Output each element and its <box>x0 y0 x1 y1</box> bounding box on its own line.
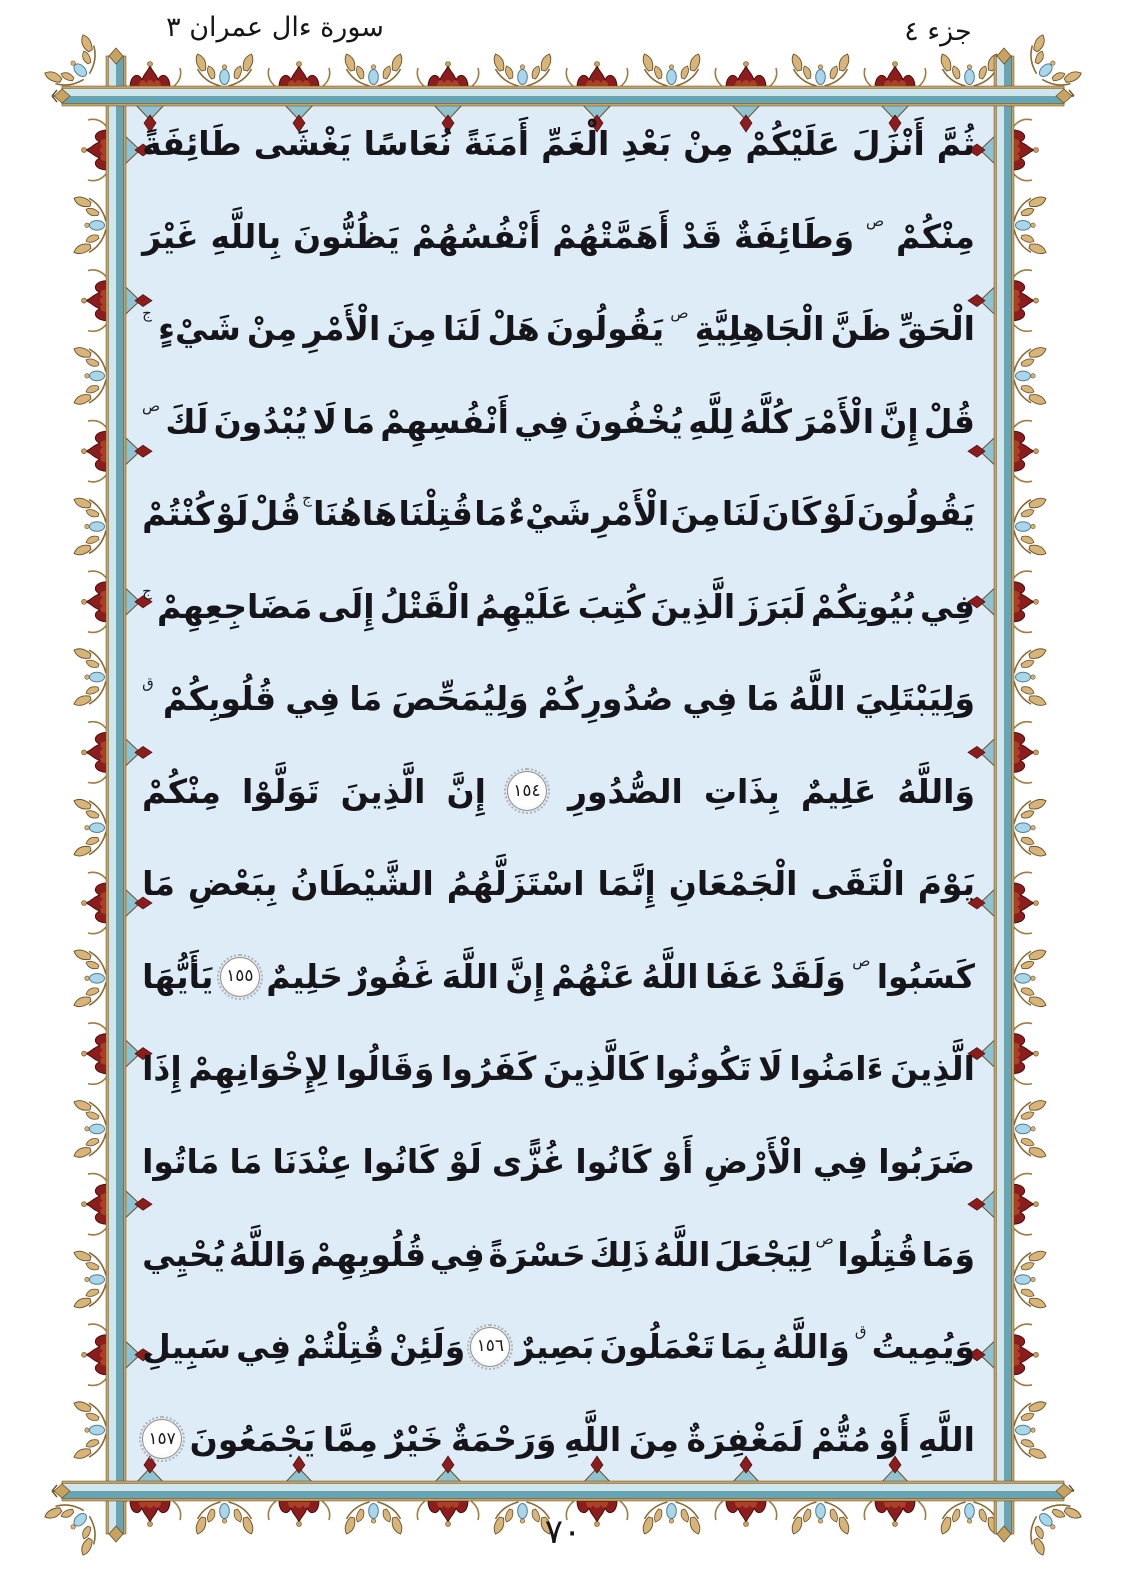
word: كَانُوا <box>575 1142 652 1182</box>
word: إِنَّ <box>505 956 545 996</box>
word: يَقُولُونَ <box>546 309 665 349</box>
word: الَّذِينَ <box>340 771 426 811</box>
word: لَوْ <box>215 494 249 534</box>
word: وَلِيُمَحِّصَ <box>391 679 529 719</box>
word: مِنْكُمْ <box>142 771 221 811</box>
word: إِلَى <box>317 586 375 626</box>
word: مِنَ <box>386 309 437 349</box>
verse-marker-154: ١٥٤ <box>507 771 547 811</box>
surah-title: سورة ءال عمران ٣ <box>166 12 384 43</box>
word: قُتِلْنَا <box>398 494 473 534</box>
word: مِنْ <box>683 124 734 163</box>
word: تَعْمَلُونَ <box>599 1327 715 1367</box>
word: هَاهُنَا <box>313 494 398 534</box>
word: كَانُوا <box>362 1142 439 1182</box>
word: كَفَرُوا <box>441 1049 537 1089</box>
word: إِنَّ <box>879 401 919 441</box>
word: ظَنَّ <box>830 309 892 349</box>
word: قُتِلُوا <box>837 1234 918 1274</box>
word: خَيْرٌ <box>385 1419 444 1459</box>
word: سَبِيلِ <box>142 1327 231 1367</box>
word: مُتُّمْ <box>811 1419 871 1459</box>
word: تَوَلَّوْا <box>242 771 320 811</box>
word: الَّذِينَ <box>650 586 736 626</box>
quran-line-4 <box>142 396 975 442</box>
word: لَا <box>312 401 338 441</box>
word: قُلْ <box>923 401 975 441</box>
word: طَائِفَةً <box>142 124 242 163</box>
quran-line-9 <box>142 863 975 904</box>
word: كَانَ <box>761 494 822 534</box>
word: فِي <box>514 401 570 441</box>
pause-mark: ق <box>142 674 154 693</box>
word: يَغْشَى <box>253 124 352 163</box>
word: لِلَّهِ <box>688 401 735 441</box>
word: شَيْءٌ <box>508 494 592 534</box>
word: إِنَّ <box>446 771 486 811</box>
word: بِبَعْضِ <box>187 864 278 904</box>
quran-line-1 <box>142 123 975 164</box>
word: اللَّهُ <box>653 1234 711 1274</box>
word: الْأَرْضِ <box>703 1142 803 1182</box>
word: يَقُولُونَ <box>856 494 975 534</box>
word: الْقَتْلُ <box>379 586 471 626</box>
word: مَا <box>474 494 508 534</box>
word: مَا <box>746 679 780 719</box>
word: مَضَاجِعِهِمْ <box>156 586 313 626</box>
quran-line-5 <box>142 489 975 534</box>
word: غَيْرَ <box>142 216 199 256</box>
word: عَلَيْهِمُ <box>475 586 573 626</box>
word: غَفُورٌ <box>349 956 436 996</box>
word: كَسَبُوا <box>876 956 975 996</box>
quran-text-panel <box>124 105 997 1484</box>
word: أَوْ <box>878 1419 911 1459</box>
word: ذَلِكَ <box>589 1234 650 1274</box>
word: عِنْدَنَا <box>272 1142 353 1182</box>
word: مِمَّا <box>323 1419 378 1459</box>
word: عَفَا <box>704 956 764 996</box>
word: الشَّيْطَانُ <box>290 864 434 904</box>
juz-label: جزء ٤ <box>904 16 972 47</box>
word: وَمَا <box>921 1234 975 1274</box>
word: حَلِيمٌ <box>266 956 343 996</box>
word: لَا <box>758 1049 783 1089</box>
pause-mark: ق <box>854 1322 867 1341</box>
word: شَيْءٍ <box>158 309 241 349</box>
page-number: ٧٠ <box>544 1512 582 1552</box>
word: أَوْ <box>661 1142 694 1182</box>
quran-line-6 <box>142 581 975 627</box>
word: نُعَاسًا <box>363 124 452 163</box>
word: وَلَقَدْ <box>770 956 846 996</box>
word: فِي <box>920 586 975 626</box>
word: وَاللَّهُ <box>228 1234 307 1274</box>
quran-line-11 <box>142 1048 975 1089</box>
pause-mark: ص <box>815 1229 834 1248</box>
word: أَنْفُسِهِمْ <box>380 401 509 441</box>
word: غُزًّى <box>491 1142 566 1182</box>
word: الْتَقَى <box>810 864 905 904</box>
pause-mark: ج <box>142 304 152 323</box>
word: بِمَا <box>720 1327 767 1367</box>
word: وَاللَّهُ <box>772 1327 850 1367</box>
pause-mark: ص <box>866 211 885 230</box>
word: الْحَقِّ <box>897 309 975 349</box>
word: اسْتَزَلَّهُمُ <box>446 864 585 904</box>
word: مَا <box>229 1142 263 1182</box>
word: يَوْمَ <box>917 864 975 904</box>
word: يَجْمَعُونَ <box>189 1419 316 1459</box>
pause-mark: ص <box>852 951 871 970</box>
word: تَكُونُوا <box>654 1049 752 1089</box>
word: الصُّدُورِ <box>568 771 683 811</box>
word: أَمَنَةً <box>463 124 530 163</box>
word: لَكَ <box>165 401 209 441</box>
word: لَنَا <box>721 494 761 534</box>
word: أَنْفُسُهُمْ <box>411 216 541 256</box>
word: مَا <box>142 864 175 904</box>
word: صُدُورِكُمْ <box>537 679 674 719</box>
word: ضَرَبُوا <box>878 1142 975 1182</box>
word: اللَّهُ <box>641 956 699 996</box>
word: وَرَحْمَةٌ <box>450 1419 557 1459</box>
verse-marker-156: ١٥٦ <box>470 1327 510 1367</box>
quran-line-3 <box>142 304 975 349</box>
pause-mark: ص <box>670 304 689 323</box>
word: قُلُوبِهِمْ <box>310 1234 427 1274</box>
word: إِنَّمَا <box>597 864 656 904</box>
word: عَلَيْكُمْ <box>745 124 840 163</box>
word: يَأَيُّهَا <box>142 956 214 996</box>
word: مَاتُوا <box>142 1142 220 1182</box>
word: يُبْدُونَ <box>213 401 308 441</box>
word: الْغَمِّ <box>541 124 610 163</box>
pause-mark: ص <box>142 396 161 415</box>
word: مَا <box>349 679 383 719</box>
quran-line-2 <box>142 211 975 257</box>
word: مِنْكُمْ <box>896 216 975 256</box>
word: الْأَمْرَ <box>797 401 875 441</box>
word: وَيُمِيتُ <box>871 1327 975 1367</box>
word: اللَّهِ <box>564 1419 622 1459</box>
word: الْأَمْرِ <box>592 494 670 534</box>
word: يُحْيِي <box>142 1234 226 1274</box>
word: قُلُوبِكُمْ <box>162 679 277 719</box>
word: مِنْ <box>247 309 298 349</box>
word: وَلِيَبْتَلِيَ <box>854 679 975 719</box>
word: فِي <box>429 1234 485 1274</box>
word: فِي <box>236 1327 292 1367</box>
word: عَنْهُمْ <box>551 956 635 996</box>
word: بِذَاتِ <box>703 771 780 811</box>
word: كُلَّهُ <box>739 401 793 441</box>
word: إِذَا <box>142 1049 182 1089</box>
word: قَدْ <box>681 216 723 256</box>
word: لَنَا <box>442 309 482 349</box>
word: وَقَالُوا <box>335 1049 435 1089</box>
word: مِنَ <box>670 494 721 534</box>
word: فِي <box>682 679 738 719</box>
word: اللَّهِ <box>917 1419 975 1459</box>
word: بُيُوتِكُمْ <box>810 586 915 626</box>
word: بِاللَّهِ <box>210 216 282 256</box>
word: ثُمَّ <box>936 124 975 163</box>
word: الْأَمْرِ <box>303 309 381 349</box>
word: حَسْرَةً <box>488 1234 586 1274</box>
word: الْجَمْعَانِ <box>668 864 798 904</box>
quran-line-15 <box>142 1419 975 1460</box>
word: وَلَئِنْ <box>389 1327 466 1367</box>
word: قُتِلْتُمْ <box>296 1327 385 1367</box>
word: يُخْفُونَ <box>574 401 684 441</box>
word: وَطَائِفَةٌ <box>734 216 855 256</box>
quran-line-14 <box>142 1322 975 1367</box>
quran-line-12 <box>142 1141 975 1182</box>
word: فِي <box>285 679 341 719</box>
word: مَا <box>342 401 376 441</box>
word: كُنْتُمْ <box>142 494 215 534</box>
word: مِنَ <box>628 1419 679 1459</box>
word: أَهَمَّتْهُمْ <box>552 216 670 256</box>
word: بَصِيرٌ <box>515 1327 595 1367</box>
pause-mark: ج <box>142 581 152 600</box>
word: لَوْ <box>448 1142 482 1182</box>
quran-line-13 <box>142 1229 975 1275</box>
word: الْجَاهِلِيَّةِ <box>694 309 825 349</box>
word: عَلِيمٌ <box>800 771 877 811</box>
quran-line-10 <box>142 951 975 997</box>
word: ءَامَنُوا <box>789 1049 884 1089</box>
pause-mark: ج <box>302 489 312 508</box>
verse-marker-157: ١٥٧ <box>142 1419 182 1459</box>
word: اللَّهَ <box>441 956 499 996</box>
word: وَاللَّهُ <box>897 771 975 811</box>
quran-line-8 <box>142 771 975 812</box>
word: كُتِبَ <box>577 586 646 626</box>
word: يَظُنُّونَ <box>292 216 400 256</box>
verse-marker-155: ١٥٥ <box>220 957 260 997</box>
word: لَوْ <box>822 494 856 534</box>
word: الَّذِينَ <box>890 1049 975 1089</box>
word: هَلْ <box>487 309 540 349</box>
word: قُلْ <box>249 494 301 534</box>
word: بَعْدِ <box>621 124 672 163</box>
word: اللَّهُ <box>788 679 846 719</box>
word: لَبَرَزَ <box>740 586 806 626</box>
word: فِي <box>813 1142 869 1182</box>
word: كَالَّذِينَ <box>542 1049 649 1089</box>
word: لِيَجْعَلَ <box>714 1234 812 1274</box>
word: لَمَغْفِرَةٌ <box>686 1419 804 1459</box>
word: لِإِخْوَانِهِمْ <box>188 1049 329 1089</box>
word: أَنْزَلَ <box>851 124 925 163</box>
quran-line-7 <box>142 674 975 719</box>
